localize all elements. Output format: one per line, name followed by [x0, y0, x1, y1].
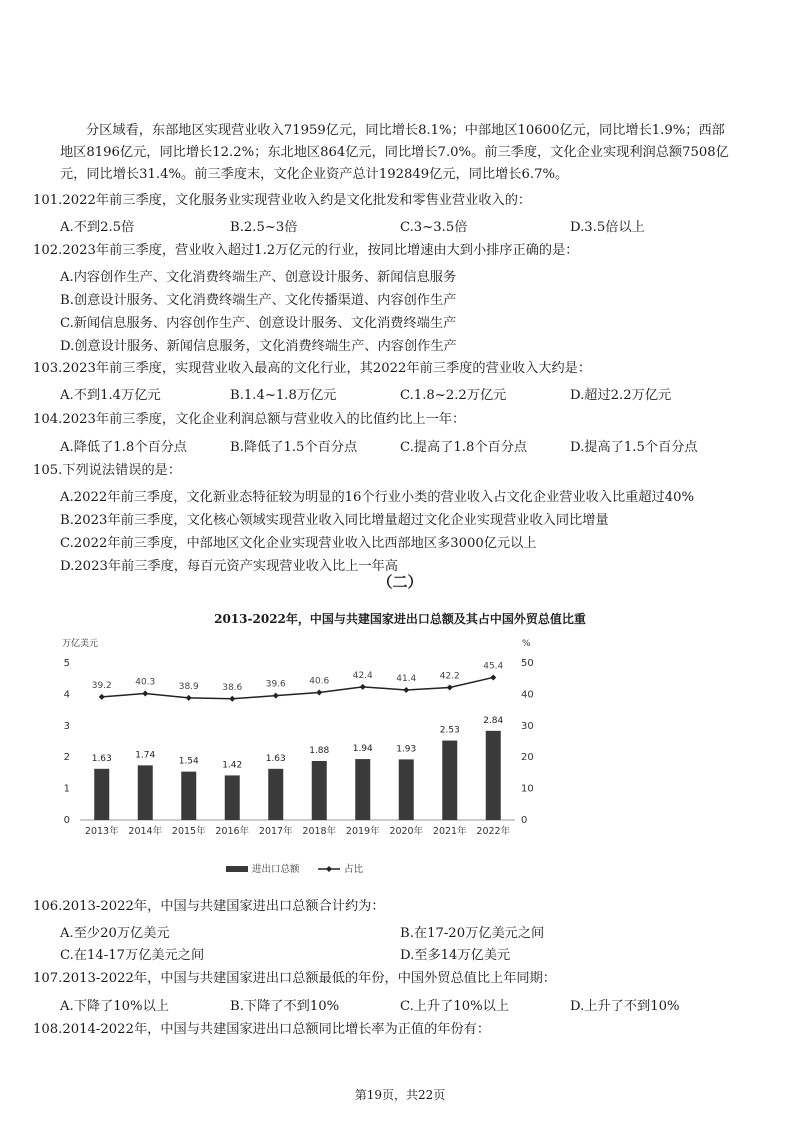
q105-option-c[interactable]: C.2022年前三季度，中部地区文化企业实现营业收入比西部地区多3000亿元以上: [60, 536, 537, 551]
left-tick-label: 2: [63, 752, 70, 764]
left-tick-label: 3: [63, 720, 70, 732]
legend-bar-label: 进出口总额: [252, 864, 300, 875]
bar: [312, 761, 327, 820]
x-tick-label: 2017年: [258, 826, 293, 837]
line-value-label: 40.6: [309, 676, 330, 687]
q105-option-a[interactable]: A.2022年前三季度，文化新业态特征较为明显的16个行业小类的营业收入占文化企业营业收入比重超过40%: [60, 490, 695, 505]
q102-option-b[interactable]: B.创意设计服务、文化消费终端生产、文化传播渠道、内容创作生产: [60, 293, 457, 308]
q104-option-c[interactable]: C.提高了1.8个百分点: [400, 440, 528, 455]
line-value-label: 45.4: [483, 661, 504, 672]
passage: [60, 120, 750, 186]
bar-value-label: 1.63: [91, 753, 112, 764]
line-value-label: 42.4: [352, 670, 373, 681]
q101-option-b[interactable]: B.2.5~3倍: [230, 220, 298, 235]
line-point: [99, 694, 105, 700]
right-tick-label: 30: [521, 720, 534, 732]
q107-option-d[interactable]: D.上升了不到10%: [570, 999, 680, 1014]
q104-option-d[interactable]: D.提高了1.5个百分点: [570, 440, 698, 455]
x-tick-label: 2015年: [171, 826, 206, 837]
q101-option-c[interactable]: C.3~3.5倍: [400, 220, 468, 235]
line-point: [360, 684, 366, 690]
bar-value-label: 1.88: [309, 745, 330, 756]
bar: [442, 741, 457, 820]
bar: [225, 775, 240, 820]
question-103-stem: 103.2023年前三季度，实现营业收入最高的文化行业，其2022年前三季度的营业收入大约是：: [33, 361, 592, 376]
line-value-label: 39.2: [91, 680, 112, 691]
question-101-stem: 101.2022年前三季度，文化服务业实现营业收入约是文化批发和零售业营业收入的：: [33, 193, 532, 208]
question-102-stem: 102.2023年前三季度，营业收入超过1.2万亿元的行业，按同比增速由大到小排序正确的是：: [33, 243, 579, 258]
left-tick-label: 4: [63, 689, 70, 701]
line-value-label: 41.4: [396, 674, 417, 685]
x-tick-label: 2014年: [128, 826, 163, 837]
line-point: [186, 695, 192, 701]
bar-value-label: 1.93: [396, 744, 417, 755]
q102-option-a[interactable]: A.内容创作生产、文化消费终端生产、创意设计服务、新闻信息服务: [60, 270, 457, 285]
line-point: [490, 674, 496, 680]
legend-line-marker: [326, 866, 332, 872]
bar: [181, 772, 196, 820]
bar: [486, 731, 501, 820]
q105-option-d[interactable]: D.2023年前三季度，每百元资产实现营业收入比上一年高: [60, 559, 398, 574]
q101-option-d[interactable]: D.3.5倍以上: [570, 220, 645, 235]
section-title: （二）: [377, 573, 423, 591]
q102-option-d[interactable]: D.创意设计服务、新闻信息服务，文化消费终端生产、内容创作生产: [60, 339, 457, 354]
q106-option-b[interactable]: B.在17-20万亿美元之间: [400, 926, 545, 941]
bar: [268, 769, 283, 820]
line-point: [447, 684, 453, 690]
x-tick-label: 2019年: [345, 826, 380, 837]
question-105-stem: 105.下列说法错误的是：: [33, 463, 182, 478]
x-tick-label: 2021年: [432, 826, 467, 837]
bar: [138, 765, 153, 820]
line-point: [229, 696, 235, 702]
line-series: [102, 677, 494, 698]
line-value-label: 42.2: [439, 671, 460, 682]
line-value-label: 38.6: [222, 682, 243, 693]
right-tick-label: 10: [521, 783, 534, 795]
legend-bar-swatch: [226, 866, 248, 872]
bar-value-label: 1.94: [352, 744, 373, 755]
question-107-stem: 107.2013-2022年，中国与共建国家进出口总额最低的年份，中国外贸总值比上年同期：: [33, 971, 556, 986]
q103-option-c[interactable]: C.1.8~2.2万亿元: [400, 388, 507, 403]
question-108-stem: 108.2014-2022年，中国与共建国家进出口总额同比增长率为正值的年份有：: [33, 1022, 491, 1037]
q107-option-c[interactable]: C.上升了10%以上: [400, 999, 510, 1014]
line-value-label: 38.9: [178, 681, 199, 692]
bar-value-label: 2.84: [483, 715, 504, 726]
q106-option-c[interactable]: C.在14-17万亿美元之间: [60, 948, 205, 963]
x-tick-label: 2016年: [215, 826, 250, 837]
line-value-label: 40.3: [135, 677, 156, 688]
passage-line: 元，同比增长31.4%。前三季度末，文化企业资产总计192849亿元，同比增长6.7%。: [60, 167, 569, 182]
q103-option-a[interactable]: A.不到1.4万亿元: [60, 388, 161, 403]
line-point: [403, 687, 409, 693]
q103-option-d[interactable]: D.超过2.2万亿元: [570, 388, 672, 403]
q103-option-b[interactable]: B.1.4~1.8万亿元: [230, 388, 337, 403]
x-tick-label: 2018年: [302, 826, 337, 837]
left-axis-title: 万亿美元: [62, 639, 99, 649]
q106-option-a[interactable]: A.至少20万亿美元: [60, 926, 170, 941]
q104-option-b[interactable]: B.降低了1.5个百分点: [230, 440, 358, 455]
q107-option-a[interactable]: A.下降了10%以上: [60, 999, 169, 1014]
right-tick-label: 0: [521, 815, 528, 826]
bar-value-label: 1.63: [265, 753, 286, 764]
left-tick-label: 1: [63, 783, 70, 795]
right-axis-title: %: [522, 639, 531, 649]
bar: [355, 759, 370, 820]
left-tick-label: 5: [63, 658, 70, 669]
line-point: [316, 690, 322, 696]
q105-option-b[interactable]: B.2023年前三季度，文化核心领域实现营业收入同比增量超过文化企业实现营业收入同比增量: [60, 513, 609, 528]
passage-line: 分区域看，东部地区实现营业收入71959亿元，同比增长8.1%；中部地区10600亿元，同比增长1.9%；西部: [86, 123, 725, 138]
question-106-stem: 106.2013-2022年，中国与共建国家进出口总额合计约为：: [33, 899, 385, 914]
x-tick-label: 2013年: [84, 826, 119, 837]
passage-line: 地区8196亿元，同比增长12.2%；东北地区864亿元，同比增长7.0%。前三季度，文化企业实现利润总额7508亿: [60, 145, 729, 160]
q102-option-c[interactable]: C.新闻信息服务、内容创作生产、创意设计服务、文化消费终端生产: [60, 316, 457, 331]
q106-option-d[interactable]: D.至多14万亿美元: [400, 948, 511, 963]
trade-chart: [40, 630, 580, 880]
x-tick-label: 2022年: [476, 826, 511, 837]
left-tick-label: 0: [63, 815, 70, 826]
legend-line-label: 占比: [344, 864, 364, 875]
q107-option-b[interactable]: B.下降了不到10%: [230, 999, 340, 1014]
q101-option-a[interactable]: A.不到2.5倍: [60, 220, 135, 235]
bar-value-label: 1.42: [222, 760, 243, 771]
line-point: [142, 690, 148, 696]
x-tick-label: 2020年: [389, 826, 424, 837]
bar-value-label: 1.74: [135, 750, 156, 761]
bar-value-label: 2.53: [439, 725, 460, 736]
q104-option-a[interactable]: A.降低了1.8个百分点: [60, 440, 187, 455]
right-tick-label: 50: [521, 658, 534, 669]
bar: [399, 759, 414, 820]
right-tick-label: 20: [521, 752, 534, 764]
chart-title: 2013-2022年，中国与共建国家进出口总额及其占中国外贸总值比重: [214, 612, 586, 626]
line-point: [273, 693, 279, 699]
page-number: 第19页，共22页: [354, 1088, 446, 1102]
right-tick-label: 40: [521, 689, 534, 701]
line-value-label: 39.6: [265, 679, 286, 690]
bar-value-label: 1.54: [178, 756, 199, 767]
bar: [94, 769, 109, 820]
question-104-stem: 104.2023年前三季度，文化企业利润总额与营业收入的比值约比上一年：: [33, 412, 466, 427]
